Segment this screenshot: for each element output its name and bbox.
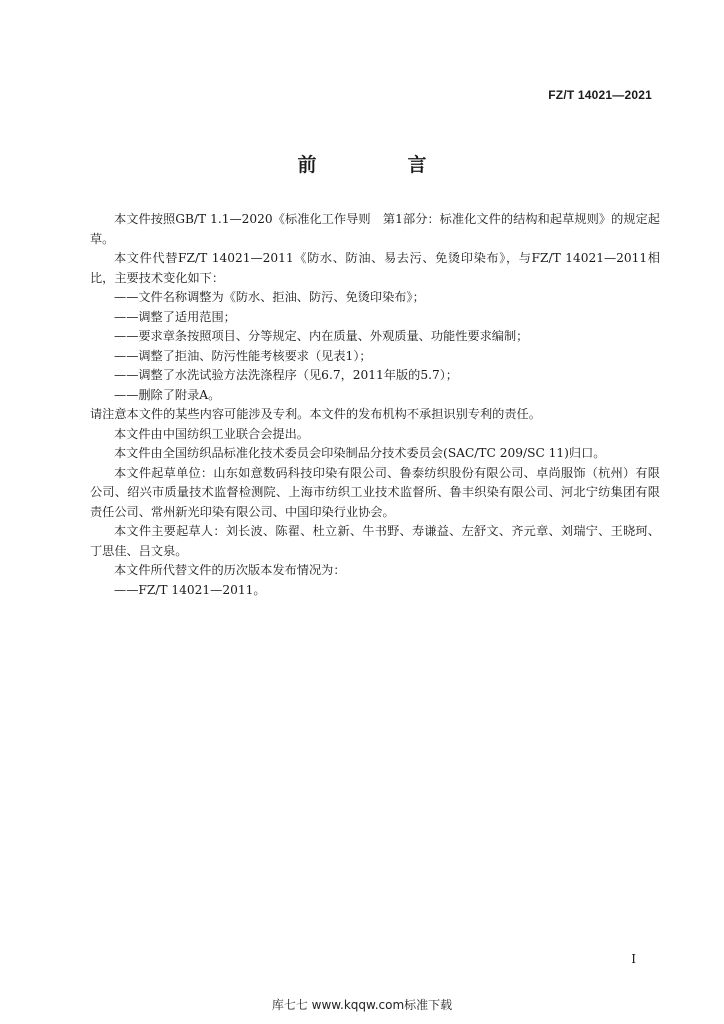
paragraph-drafting-rule: 本文件按照GB/T 1.1—2020《标准化工作导则 第1部分：标准化文件的结构和起草规则》的规定起草。 xyxy=(90,212,660,246)
paragraph-proposed-by: 本文件由中国纺织工业联合会提出。 xyxy=(114,426,309,441)
paragraph-patent-notice: 请注意本文件的某些内容可能涉及专利。本文件的发布机构不承担识别专利的责任。 xyxy=(90,407,541,421)
list-item: ——调整了拒油、防污性能考核要求（见表1）； xyxy=(114,348,372,363)
download-watermark: 库七七 www.kqqw.com标准下载 xyxy=(271,998,453,1012)
list-item: ——删除了附录A。 xyxy=(114,387,221,402)
page-number: I xyxy=(631,952,636,966)
list-item: ——调整了水洗试验方法洗涤程序（见6.7，2011年版的5.7）； xyxy=(114,368,458,382)
paragraph-administered-by: 本文件由全国纺织品标准化技术委员会印染制品分技术委员会(SAC/TC 209/SC 11)归口。 xyxy=(114,446,606,460)
list-item: ——调整了适用范围； xyxy=(114,309,236,324)
standard-code: FZ/T 14021—2021 xyxy=(548,88,652,102)
paragraph-drafting-units: 本文件起草单位：山东如意数码科技印染有限公司、鲁泰纺织股份有限公司、卓尚服饰（杭州）有限公司、绍兴市质量技术监督检测院、上海市纺织工业技术监督所、鲁丰织染有限公司、河北宁纺集团有限责任公司、常州新光印染有限公司、中国印染行业协会。 xyxy=(90,465,660,519)
paragraph-version-history: 本文件所代替文件的历次版本发布情况为： xyxy=(114,563,346,577)
page-title: 前 言 xyxy=(297,154,463,176)
list-item: ——FZ/T 14021—2011。 xyxy=(114,582,266,597)
list-item: ——文件名称调整为《防水、拒油、防污、免烫印染布》； xyxy=(114,290,425,304)
foreword-body xyxy=(90,210,660,600)
paragraph-replacement: 本文件代替FZ/T 14021—2011《防水、防油、易去污、免烫印染布》，与FZ/T 14021—2011相比，主要技术变化如下： xyxy=(90,251,660,285)
list-item: ——要求章条按照项目、分等规定、内在质量、外观质量、功能性要求编制； xyxy=(114,329,529,343)
paragraph-drafters: 本文件主要起草人：刘长波、陈翟、杜立新、牛书野、寿谦益、左舒文、齐元章、刘瑞宁、王晓珂、丁思佳、吕文泉。 xyxy=(90,524,660,558)
